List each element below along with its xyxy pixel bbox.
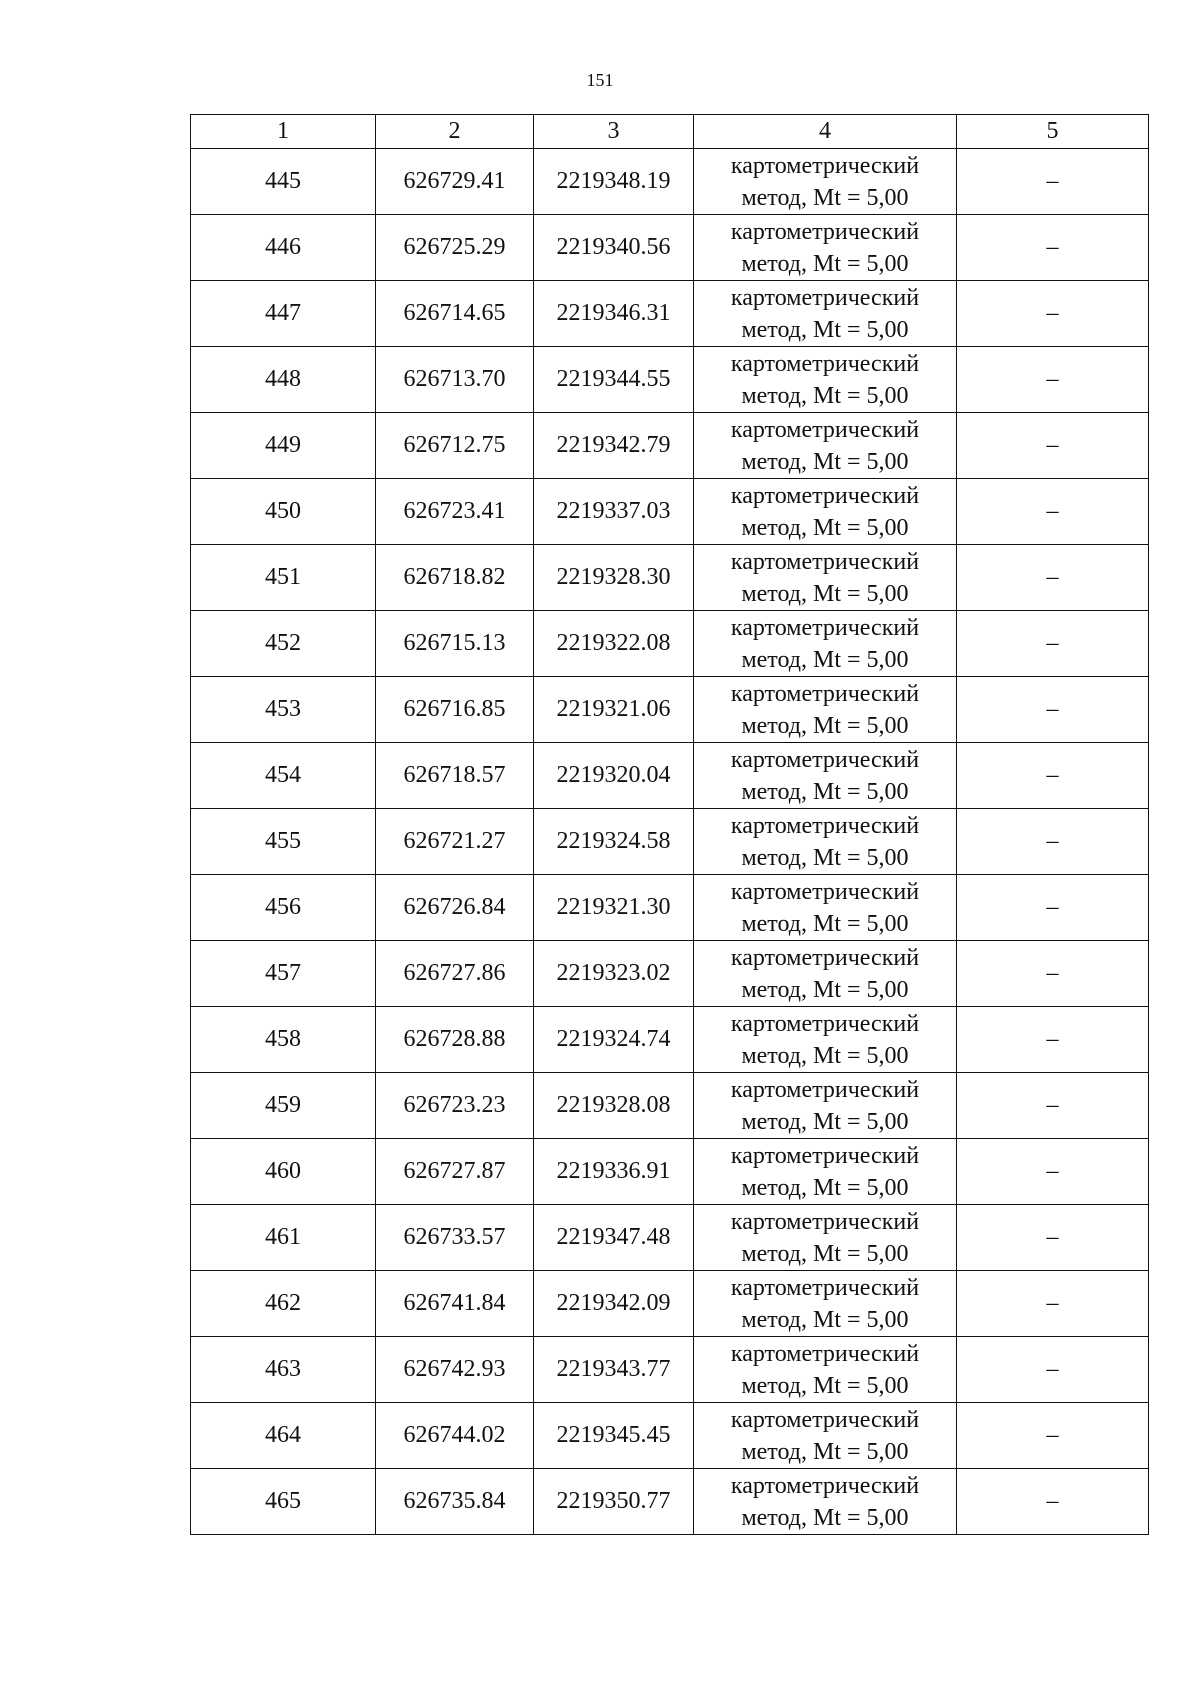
method-line-2: метод, Mt = 5,00 [741, 580, 909, 607]
method-line-1: картометрический [730, 152, 920, 179]
table-row [191, 941, 1149, 1007]
table-row [191, 1205, 1149, 1271]
method-cell [694, 1337, 957, 1403]
note-cell: – [957, 1271, 1149, 1337]
method-line-1: картометрический [730, 1274, 920, 1301]
note-cell: – [957, 875, 1149, 941]
table-body [191, 149, 1149, 1535]
x-coordinate-cell: 626733.57 [376, 1205, 534, 1271]
note-cell: – [957, 1469, 1149, 1535]
method-line-2: метод, Mt = 5,00 [741, 1174, 909, 1201]
method-line-1: картометрический [730, 878, 920, 905]
point-number-cell: 456 [191, 875, 376, 941]
method-cell [694, 743, 957, 809]
table-row [191, 743, 1149, 809]
method-line-1: картометрический [730, 944, 920, 971]
method-cell [694, 215, 957, 281]
table-row [191, 1073, 1149, 1139]
method-cell [694, 1073, 957, 1139]
x-coordinate-cell: 626715.13 [376, 611, 534, 677]
method-line-1: картометрический [730, 1076, 920, 1103]
method-cell [694, 1139, 957, 1205]
note-cell: – [957, 1073, 1149, 1139]
table-row [191, 281, 1149, 347]
table-row [191, 347, 1149, 413]
method-cell [694, 347, 957, 413]
method-cell [694, 941, 957, 1007]
y-coordinate-cell: 2219347.48 [534, 1205, 694, 1271]
table-row [191, 1403, 1149, 1469]
method-line-2: метод, Mt = 5,00 [741, 646, 909, 673]
x-coordinate-cell: 626735.84 [376, 1469, 534, 1535]
method-line-2: метод, Mt = 5,00 [741, 1438, 909, 1465]
point-number-cell: 445 [191, 149, 376, 215]
x-coordinate-cell: 626723.41 [376, 479, 534, 545]
y-coordinate-cell: 2219324.74 [534, 1007, 694, 1073]
x-coordinate-cell: 626713.70 [376, 347, 534, 413]
method-line-1: картометрический [730, 1340, 920, 1367]
method-line-1: картометрический [730, 416, 920, 443]
method-line-2: метод, Mt = 5,00 [741, 712, 909, 739]
method-line-2: метод, Mt = 5,00 [741, 976, 909, 1003]
header-col-3: 3 [534, 115, 694, 149]
note-cell: – [957, 281, 1149, 347]
header-col-2: 2 [376, 115, 534, 149]
point-number-cell: 447 [191, 281, 376, 347]
x-coordinate-cell: 626718.57 [376, 743, 534, 809]
method-cell [694, 1403, 957, 1469]
method-line-1: картометрический [730, 482, 920, 509]
point-number-cell: 451 [191, 545, 376, 611]
point-number-cell: 453 [191, 677, 376, 743]
point-number-cell: 446 [191, 215, 376, 281]
y-coordinate-cell: 2219342.79 [534, 413, 694, 479]
header-col-5: 5 [957, 115, 1149, 149]
x-coordinate-cell: 626727.86 [376, 941, 534, 1007]
note-cell: – [957, 1007, 1149, 1073]
y-coordinate-cell: 2219324.58 [534, 809, 694, 875]
method-cell [694, 1271, 957, 1337]
method-cell [694, 545, 957, 611]
y-coordinate-cell: 2219323.02 [534, 941, 694, 1007]
y-coordinate-cell: 2219345.45 [534, 1403, 694, 1469]
method-cell [694, 1007, 957, 1073]
table-row [191, 545, 1149, 611]
method-line-2: метод, Mt = 5,00 [741, 382, 909, 409]
note-cell: – [957, 809, 1149, 875]
y-coordinate-cell: 2219348.19 [534, 149, 694, 215]
header-col-1: 1 [191, 115, 376, 149]
note-cell: – [957, 215, 1149, 281]
method-line-2: метод, Mt = 5,00 [741, 844, 909, 871]
x-coordinate-cell: 626727.87 [376, 1139, 534, 1205]
note-cell: – [957, 149, 1149, 215]
point-number-cell: 458 [191, 1007, 376, 1073]
y-coordinate-cell: 2219320.04 [534, 743, 694, 809]
table-row [191, 677, 1149, 743]
method-line-1: картометрический [730, 1472, 920, 1499]
point-number-cell: 463 [191, 1337, 376, 1403]
method-line-1: картометрический [730, 746, 920, 773]
note-cell: – [957, 1337, 1149, 1403]
y-coordinate-cell: 2219343.77 [534, 1337, 694, 1403]
page-number: 151 [586, 70, 614, 90]
method-line-1: картометрический [730, 284, 920, 311]
note-cell: – [957, 347, 1149, 413]
note-cell: – [957, 1139, 1149, 1205]
method-cell [694, 611, 957, 677]
note-cell: – [957, 545, 1149, 611]
note-cell: – [957, 479, 1149, 545]
x-coordinate-cell: 626718.82 [376, 545, 534, 611]
method-line-1: картометрический [730, 1010, 920, 1037]
y-coordinate-cell: 2219328.30 [534, 545, 694, 611]
point-number-cell: 455 [191, 809, 376, 875]
x-coordinate-cell: 626742.93 [376, 1337, 534, 1403]
method-cell [694, 413, 957, 479]
method-line-2: метод, Mt = 5,00 [741, 910, 909, 937]
point-number-cell: 460 [191, 1139, 376, 1205]
x-coordinate-cell: 626729.41 [376, 149, 534, 215]
note-cell: – [957, 413, 1149, 479]
method-cell [694, 479, 957, 545]
method-line-1: картометрический [730, 812, 920, 839]
header-col-4: 4 [694, 115, 957, 149]
table-row [191, 215, 1149, 281]
table-row [191, 149, 1149, 215]
y-coordinate-cell: 2219328.08 [534, 1073, 694, 1139]
y-coordinate-cell: 2219321.06 [534, 677, 694, 743]
method-cell [694, 677, 957, 743]
x-coordinate-cell: 626716.85 [376, 677, 534, 743]
y-coordinate-cell: 2219350.77 [534, 1469, 694, 1535]
method-line-2: метод, Mt = 5,00 [741, 778, 909, 805]
method-line-2: метод, Mt = 5,00 [741, 514, 909, 541]
table-row [191, 1337, 1149, 1403]
method-line-1: картометрический [730, 614, 920, 641]
point-number-cell: 454 [191, 743, 376, 809]
method-cell [694, 1469, 957, 1535]
table-row [191, 1469, 1149, 1535]
point-number-cell: 464 [191, 1403, 376, 1469]
method-cell [694, 809, 957, 875]
table-row [191, 1007, 1149, 1073]
note-cell: – [957, 1403, 1149, 1469]
x-coordinate-cell: 626744.02 [376, 1403, 534, 1469]
method-line-1: картометрический [730, 680, 920, 707]
method-line-2: метод, Mt = 5,00 [741, 250, 909, 277]
method-line-1: картометрический [730, 1142, 920, 1169]
point-number-cell: 461 [191, 1205, 376, 1271]
note-cell: – [957, 743, 1149, 809]
method-line-2: метод, Mt = 5,00 [741, 316, 909, 343]
table-row [191, 809, 1149, 875]
y-coordinate-cell: 2219342.09 [534, 1271, 694, 1337]
table-header-row [191, 115, 1149, 149]
table-row [191, 1271, 1149, 1337]
note-cell: – [957, 611, 1149, 677]
method-cell [694, 281, 957, 347]
y-coordinate-cell: 2219340.56 [534, 215, 694, 281]
point-number-cell: 462 [191, 1271, 376, 1337]
x-coordinate-cell: 626741.84 [376, 1271, 534, 1337]
point-number-cell: 449 [191, 413, 376, 479]
method-line-2: метод, Mt = 5,00 [741, 184, 909, 211]
point-number-cell: 448 [191, 347, 376, 413]
method-line-1: картометрический [730, 1406, 920, 1433]
method-cell [694, 1205, 957, 1271]
table-row [191, 413, 1149, 479]
x-coordinate-cell: 626725.29 [376, 215, 534, 281]
coordinates-table [190, 114, 1149, 1535]
method-line-1: картометрический [730, 1208, 920, 1235]
point-number-cell: 457 [191, 941, 376, 1007]
x-coordinate-cell: 626726.84 [376, 875, 534, 941]
x-coordinate-cell: 626721.27 [376, 809, 534, 875]
method-line-1: картометрический [730, 218, 920, 245]
method-cell [694, 875, 957, 941]
table-row [191, 611, 1149, 677]
point-number-cell: 452 [191, 611, 376, 677]
x-coordinate-cell: 626714.65 [376, 281, 534, 347]
x-coordinate-cell: 626728.88 [376, 1007, 534, 1073]
method-line-2: метод, Mt = 5,00 [741, 1108, 909, 1135]
method-line-2: метод, Mt = 5,00 [741, 448, 909, 475]
method-line-2: метод, Mt = 5,00 [741, 1504, 909, 1531]
y-coordinate-cell: 2219322.08 [534, 611, 694, 677]
y-coordinate-cell: 2219321.30 [534, 875, 694, 941]
method-line-2: метод, Mt = 5,00 [741, 1240, 909, 1267]
x-coordinate-cell: 626712.75 [376, 413, 534, 479]
y-coordinate-cell: 2219336.91 [534, 1139, 694, 1205]
table-row [191, 1139, 1149, 1205]
note-cell: – [957, 941, 1149, 1007]
y-coordinate-cell: 2219337.03 [534, 479, 694, 545]
method-line-2: метод, Mt = 5,00 [741, 1042, 909, 1069]
point-number-cell: 465 [191, 1469, 376, 1535]
method-line-1: картометрический [730, 548, 920, 575]
y-coordinate-cell: 2219344.55 [534, 347, 694, 413]
note-cell: – [957, 1205, 1149, 1271]
y-coordinate-cell: 2219346.31 [534, 281, 694, 347]
x-coordinate-cell: 626723.23 [376, 1073, 534, 1139]
table-row [191, 875, 1149, 941]
point-number-cell: 459 [191, 1073, 376, 1139]
table-row [191, 479, 1149, 545]
method-line-1: картометрический [730, 350, 920, 377]
method-cell [694, 149, 957, 215]
method-line-2: метод, Mt = 5,00 [741, 1372, 909, 1399]
point-number-cell: 450 [191, 479, 376, 545]
note-cell: – [957, 677, 1149, 743]
method-line-2: метод, Mt = 5,00 [741, 1306, 909, 1333]
